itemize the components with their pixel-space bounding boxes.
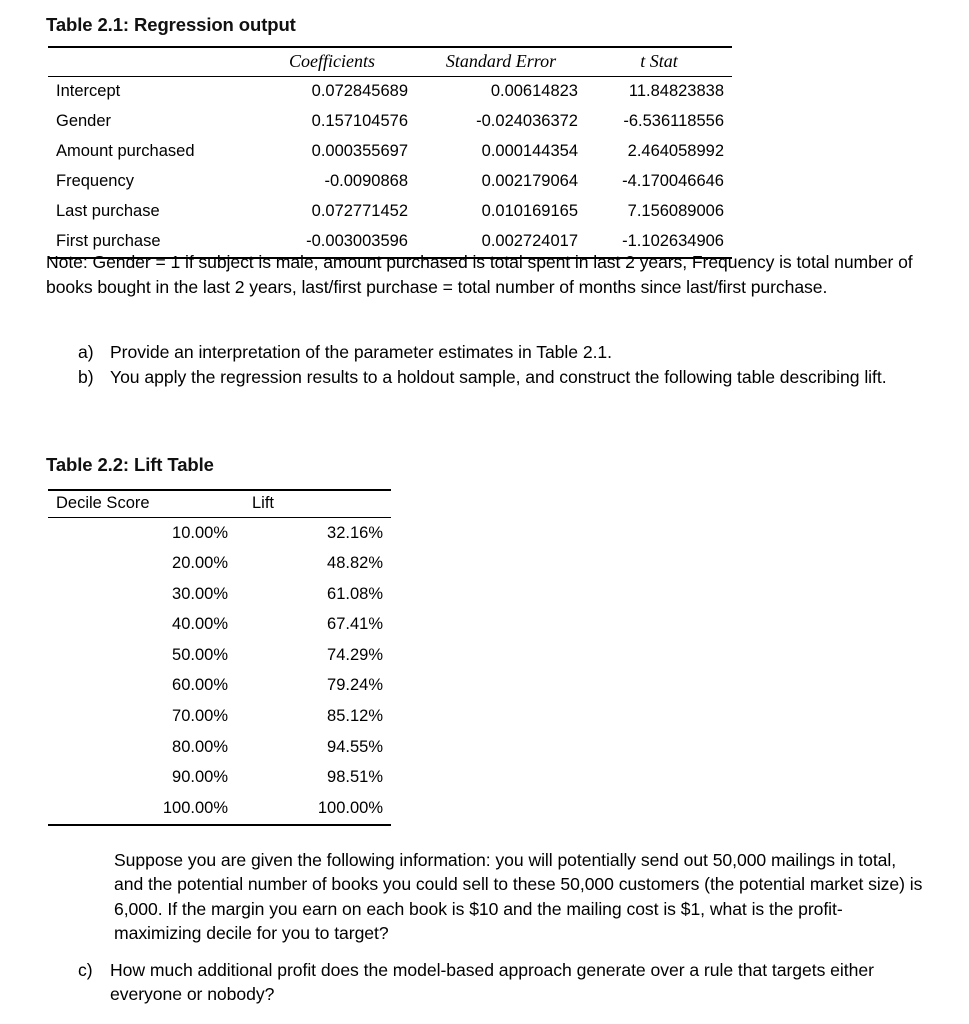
question-marker-b: b)	[78, 367, 94, 388]
suppose-paragraph: Suppose you are given the following information: you will potentially send out 50,000 mailings in total, and the potential number of books you could sell to these 50,000 customers (the potential market size) is 6,000. If the margin you earn on each book is $10 and the mailing cost is $1, what is the profit-maximizing decile for you to target?	[114, 850, 923, 943]
regression-table-container	[48, 46, 732, 259]
regression-row-label: Gender	[56, 112, 112, 131]
regression-col-header-standard-error: Standard Error	[416, 47, 586, 77]
regression-header-row	[48, 47, 732, 77]
regression-cell-t-stat: 2.464058992	[627, 142, 724, 161]
lift-cell-decile: 90.00%	[172, 768, 228, 787]
table-row	[48, 107, 732, 137]
lift-col-header-lift: Lift	[238, 490, 391, 518]
lift-cell-lift: 79.24%	[327, 676, 383, 695]
table-row	[48, 549, 391, 580]
regression-row-label: Intercept	[56, 82, 121, 100]
lift-cell-lift: 74.29%	[327, 645, 383, 664]
question-text-b: You apply the regression results to a holdout sample, and construct the following table describing lift.	[110, 367, 887, 388]
table-row	[48, 793, 391, 825]
question-text-c: How much additional profit does the model-based approach generate over a rule that targets either everyone or nobody?	[110, 960, 874, 1005]
regression-cell-t-stat: -1.102634906	[586, 227, 732, 258]
regression-cell-t-stat: 11.84823838	[628, 82, 724, 100]
lift-cell-decile: 10.00%	[172, 523, 228, 542]
question-text-a: Provide an interpretation of the parameter estimates in Table 2.1.	[110, 342, 612, 362]
table-row	[48, 77, 732, 108]
regression-cell-coefficient: 0.000355697	[311, 142, 408, 161]
table-21-title: Table 2.1: Regression output	[46, 14, 296, 35]
lift-table-body	[48, 518, 391, 825]
regression-cell-coefficient: -0.0090868	[324, 172, 408, 191]
question-list-c	[78, 958, 924, 1008]
regression-cell-standard-error: 0.010169165	[481, 202, 578, 221]
lift-cell-lift: 67.41%	[327, 615, 383, 634]
lift-cell-decile: 60.00%	[172, 676, 228, 695]
question-list-ab	[78, 340, 924, 391]
lift-cell-decile: 40.00%	[172, 615, 228, 634]
regression-table-body	[48, 77, 732, 259]
lift-cell-decile: 20.00%	[172, 554, 228, 573]
regression-cell-coefficient: -0.003003596	[248, 227, 416, 258]
table-row	[48, 137, 732, 167]
question-item-c	[78, 958, 924, 1007]
regression-row-label: Last purchase	[56, 202, 160, 221]
regression-row-label: Frequency	[56, 172, 134, 191]
regression-cell-coefficient: 0.157104576	[311, 112, 408, 131]
regression-cell-coefficient: 0.072845689	[311, 82, 408, 100]
regression-col-header-blank	[48, 47, 248, 77]
lift-cell-lift: 48.82%	[327, 554, 383, 573]
lift-cell-lift: 61.08%	[327, 584, 383, 603]
regression-col-header-t-stat: t Stat	[586, 47, 732, 77]
table-row	[48, 197, 732, 227]
question-item-b	[78, 365, 924, 389]
table-row	[48, 167, 732, 197]
lift-table	[48, 489, 391, 826]
regression-cell-t-stat: -4.170046646	[622, 172, 724, 191]
lift-cell-lift: 85.12%	[327, 706, 383, 725]
table-row	[48, 671, 391, 702]
lift-cell-decile: 100.00%	[48, 793, 238, 825]
lift-table-head	[48, 490, 391, 518]
regression-row-label: First purchase	[48, 227, 248, 258]
table-row	[48, 701, 391, 732]
regression-table-note: Note: Gender = 1 if subject is male, amount purchased is total spent in last 2 years, Frequency is total number of books bought in the last 2 years, last/first purchase = total number of months since last/first purchase.	[46, 252, 913, 297]
regression-cell-standard-error: 0.000144354	[481, 142, 578, 161]
lift-col-header-decile-score: Decile Score	[48, 490, 238, 518]
question-marker-c: c)	[78, 960, 93, 980]
lift-cell-lift: 100.00%	[238, 793, 391, 825]
lift-cell-lift: 98.51%	[327, 768, 383, 787]
lift-cell-decile: 70.00%	[172, 706, 228, 725]
lift-cell-lift: 32.16%	[327, 523, 383, 542]
lift-cell-decile: 30.00%	[172, 584, 228, 603]
regression-cell-standard-error: 0.002724017	[416, 227, 586, 258]
table-row	[48, 610, 391, 641]
regression-row-label: Amount purchased	[56, 142, 195, 161]
lift-cell-lift: 94.55%	[327, 737, 383, 756]
question-marker-a: a)	[78, 342, 94, 362]
regression-cell-t-stat: 7.156089006	[627, 202, 724, 221]
regression-table-head	[48, 47, 732, 77]
lift-header-row	[48, 490, 391, 518]
regression-cell-t-stat: -6.536118556	[623, 112, 724, 131]
question-item-a	[78, 340, 924, 364]
regression-table	[48, 46, 732, 259]
lift-cell-decile: 50.00%	[172, 645, 228, 664]
regression-cell-coefficient: 0.072771452	[311, 202, 408, 221]
regression-col-header-coefficients: Coefficients	[248, 47, 416, 77]
table-row	[48, 579, 391, 610]
lift-cell-decile: 80.00%	[172, 737, 228, 756]
regression-cell-standard-error: -0.024036372	[476, 112, 578, 131]
table-22-title: Table 2.2: Lift Table	[46, 454, 214, 475]
table-row	[48, 640, 391, 671]
regression-cell-standard-error: 0.00614823	[490, 82, 578, 100]
table-row	[48, 518, 391, 549]
regression-cell-standard-error: 0.002179064	[481, 172, 578, 191]
table-row	[48, 763, 391, 794]
lift-table-container	[48, 489, 391, 826]
table-row	[48, 732, 391, 763]
